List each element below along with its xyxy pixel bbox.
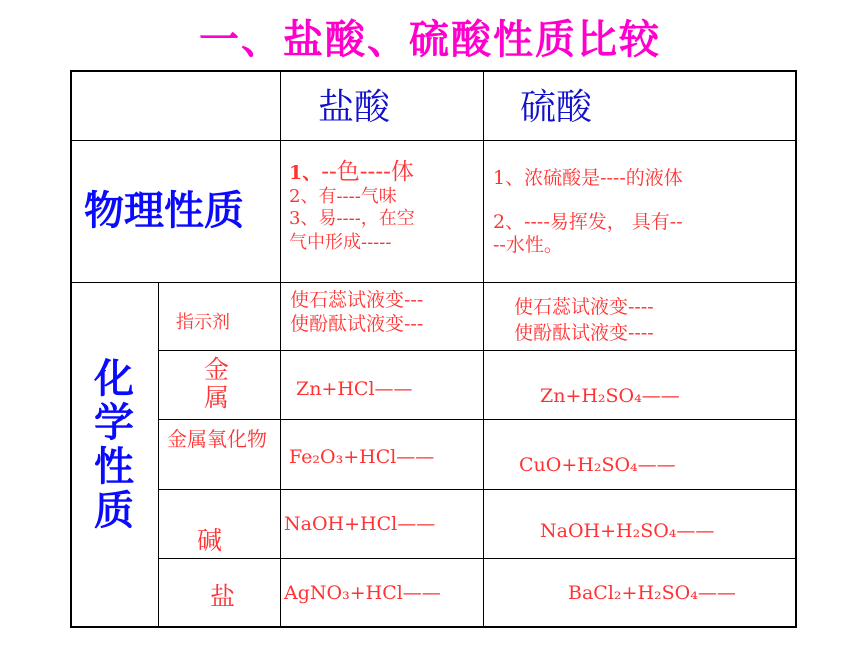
table-border-right: [795, 70, 797, 628]
physical-h2so4-cell: [493, 166, 791, 256]
table-border-bottom: [70, 626, 797, 628]
chemical-properties-label: [94, 357, 134, 533]
physical-hcl-cell: [289, 159, 479, 255]
table-rule-metal: [158, 419, 797, 420]
metal-h2so4: Zn+H₂SO₄——: [540, 385, 680, 407]
table-border-left: [70, 70, 72, 628]
physical-hcl-line2: 2、有----气味: [289, 186, 397, 207]
header-h2so4: 硫酸: [520, 87, 593, 128]
physical-h2so4-line2: 2、----易挥发， 具有--: [493, 211, 683, 233]
chemical-label-char-1: 化: [94, 356, 134, 402]
table-rule-sublabel: [158, 282, 159, 627]
indicator-hcl-line2: 使酚酞试液变---: [290, 313, 424, 335]
base-hcl: NaOH+HCl——: [284, 513, 436, 535]
chemical-label-char-4: 质: [94, 488, 134, 534]
row-label-salt: 盐: [210, 582, 236, 611]
salt-h2so4: BaCl₂+H₂SO₄——: [568, 582, 736, 604]
indicator-hcl-line1: 使石蕊试液变---: [290, 289, 424, 311]
table-rule-col1: [280, 70, 281, 627]
row-label-base: 碱: [197, 526, 223, 555]
page-title: 一、盐酸、硫酸性质比较: [199, 17, 661, 63]
row-label-metal-oxide: 金属氧化物: [167, 427, 267, 451]
physical-h2so4-line1: 1、浓硫酸是----的液体: [493, 167, 683, 189]
physical-hcl-line1-num: 1、: [289, 162, 322, 184]
table-border-top: [70, 70, 797, 72]
indicator-h2so4-line2: 使酚酞试液变----: [514, 322, 654, 344]
metal-oxide-hcl: Fe₂O₃+HCl——: [289, 446, 435, 468]
table-rule-indicator: [158, 350, 797, 351]
physical-properties-label: 物理性质: [84, 188, 244, 234]
physical-h2so4-line3: --水性。: [493, 234, 563, 256]
chemical-label-char-3: 性: [94, 444, 134, 490]
chemical-label-char-2: 学: [94, 400, 134, 446]
header-hcl: 盐酸: [318, 87, 391, 128]
physical-hcl-line1: [289, 159, 479, 186]
table-rule-oxide: [158, 489, 797, 490]
indicator-hcl: [290, 288, 423, 336]
metal-hcl: Zn+HCl——: [296, 378, 413, 400]
table-rule-header: [70, 140, 797, 141]
salt-hcl: AgNO₃+HCl——: [284, 582, 441, 604]
row-label-indicator: 指示剂: [176, 312, 230, 333]
physical-hcl-line3: 3、易----，在空: [289, 208, 415, 229]
table-rule-col2: [483, 70, 484, 627]
indicator-h2so4: [514, 294, 654, 346]
physical-hcl-line4: 气中形成-----: [289, 232, 392, 253]
base-h2so4: NaOH+H₂SO₄——: [540, 520, 715, 542]
indicator-h2so4-line1: 使石蕊试液变----: [514, 296, 654, 318]
table-rule-physical: [70, 282, 797, 283]
metal-oxide-h2so4: CuO+H₂SO₄——: [519, 454, 676, 476]
physical-hcl-line1-text: --色----体: [321, 159, 414, 185]
row-label-metal: 金属: [204, 355, 230, 412]
table-rule-base: [158, 558, 797, 559]
